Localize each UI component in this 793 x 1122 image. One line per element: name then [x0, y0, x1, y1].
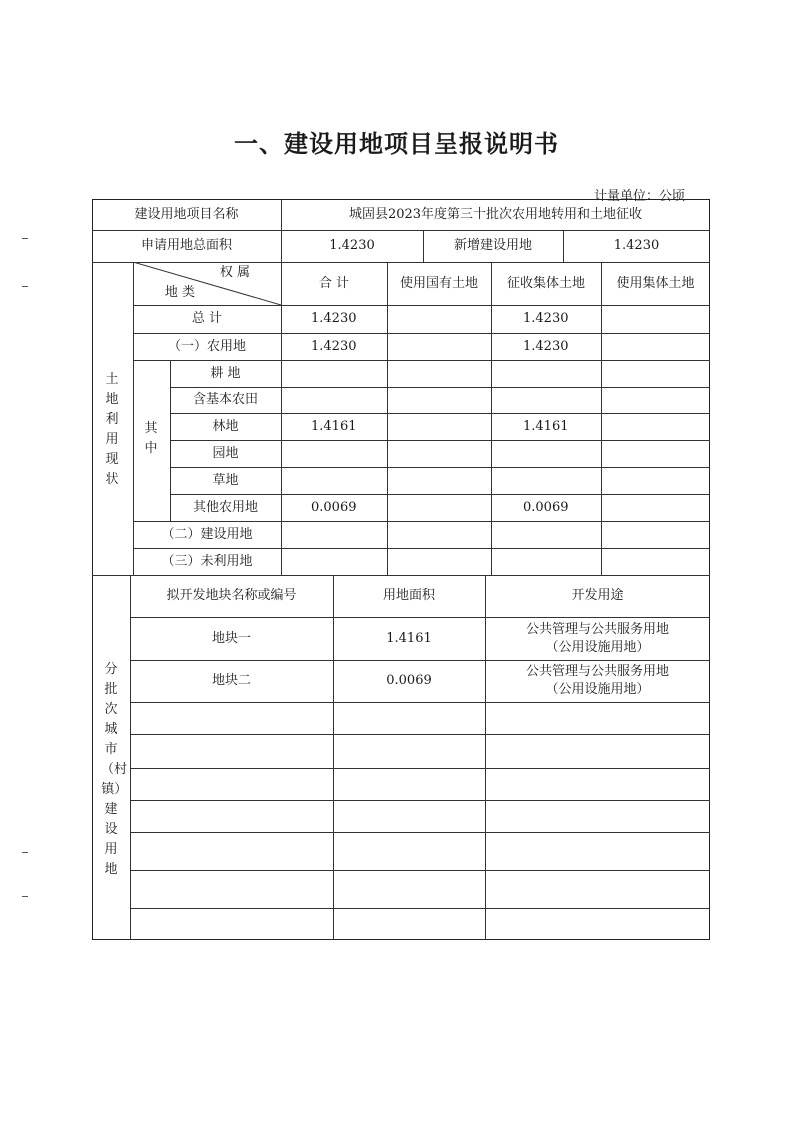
header-landtype: 地 类: [164, 285, 196, 300]
batch-section-label: 分批次城市（村镇）建设用地: [101, 662, 128, 877]
row-label-basic-farmland: 含基本农田: [192, 392, 258, 407]
value-forest-total: 1.4161: [311, 418, 357, 434]
row-label-garden: 园地: [212, 445, 239, 461]
value-total-collected: 1.4230: [523, 311, 569, 326]
col-parcel-use: 开发用途: [571, 588, 624, 603]
row-label-forest: 林地: [212, 418, 239, 434]
qizhong-label: 其中: [144, 421, 158, 456]
parcel-2-use: [485, 660, 710, 702]
value-farmland-collected: 1.4230: [523, 338, 569, 354]
margin-mark: [22, 238, 28, 239]
project-name-label: 建设用地项目名称: [134, 206, 239, 222]
row-label-construction: （二）建设用地: [161, 526, 253, 542]
parcel-2-use-line1: 公共管理与公共服务用地: [525, 664, 669, 679]
margin-mark: [22, 896, 28, 897]
row-label-unused: （三）未利用地: [161, 553, 253, 569]
parcel-2-area: 0.0069: [386, 673, 432, 688]
total-area-value: 1.4230: [329, 238, 375, 253]
unit-label: 计量单位：公顷: [593, 189, 685, 204]
value-other-collected: 0.0069: [523, 499, 569, 515]
parcel-1-use-line1: 公共管理与公共服务用地: [525, 621, 669, 637]
parcel-1-area: 1.4161: [386, 630, 432, 646]
parcel-1-use: [485, 617, 710, 660]
row-label-total: 总 计: [191, 311, 223, 326]
row-label-farmland: （一）农用地: [167, 338, 246, 354]
new-area-label: 新增建设用地: [453, 238, 532, 253]
margin-mark: [22, 852, 28, 853]
col-collective-land: 使用集体土地: [616, 275, 695, 291]
parcel-2-name: 地块二: [211, 673, 251, 688]
col-parcel-area: 用地面积: [382, 588, 435, 603]
parcel-2-use-line2: （公用设施用地）: [545, 682, 650, 697]
project-name-value: 城固县2023年度第三十批次农用地转用和土地征收: [348, 206, 643, 222]
land-use-section-label: 土地利用现状: [105, 372, 119, 487]
col-state-land: 使用国有土地: [399, 275, 478, 291]
total-area-label: 申请用地总面积: [140, 238, 232, 253]
header-ownership: 权 属: [219, 265, 251, 280]
col-parcel-name: 拟开发地块名称或编号: [166, 588, 297, 603]
row-label-cultivated: 耕 地: [210, 365, 241, 381]
row-label-other-farmland: 其他农用地: [192, 499, 258, 515]
value-other-total: 0.0069: [311, 499, 357, 515]
value-forest-collected: 1.4161: [523, 418, 569, 434]
margin-mark: [22, 286, 28, 287]
col-collected-land: 征收集体土地: [506, 275, 585, 291]
page-title: 一、建设用地项目呈报说明书: [234, 130, 559, 158]
parcel-1-name: 地块一: [211, 630, 251, 646]
row-label-grassland: 草地: [212, 472, 239, 488]
value-total-total: 1.4230: [311, 311, 357, 326]
col-total: 合 计: [318, 275, 350, 291]
new-area-value: 1.4230: [613, 238, 660, 253]
value-farmland-total: 1.4230: [311, 338, 357, 354]
parcel-1-use-line2: （公用设施用地）: [545, 639, 650, 655]
